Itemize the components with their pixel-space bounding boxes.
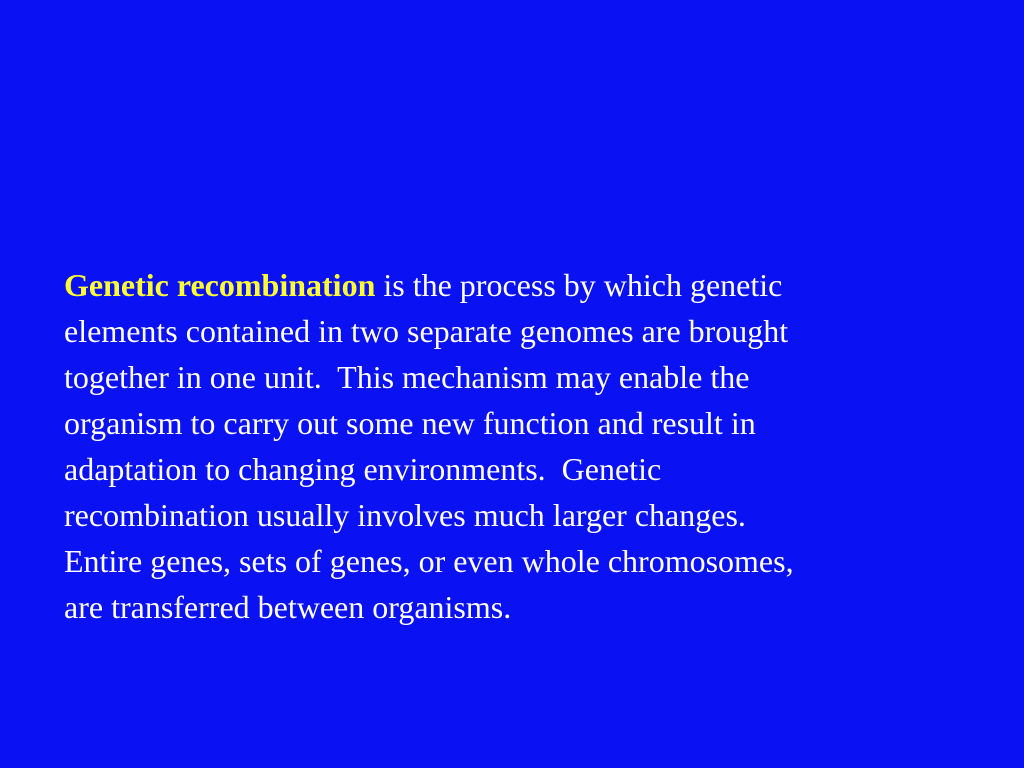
text-line-8: are transferred between organisms. — [64, 589, 512, 625]
text-line-5: adaptation to changing environments. Genetic — [64, 451, 662, 487]
text-line-1-rest: is the process by which genetic — [375, 267, 783, 303]
text-line-6: recombination usually involves much larger changes. — [64, 497, 746, 533]
text-line-1 — [64, 262, 994, 308]
highlighted-term: Genetic recombination — [64, 267, 376, 303]
text-line-2: elements contained in two separate genomes are brought — [64, 313, 789, 349]
slide-body-text — [64, 262, 994, 630]
text-line-7: Entire genes, sets of genes, or even whole chromosomes, — [64, 543, 794, 579]
text-line-3: together in one unit. This mechanism may enable the — [64, 359, 750, 395]
text-line-4: organism to carry out some new function and result in — [64, 405, 756, 441]
